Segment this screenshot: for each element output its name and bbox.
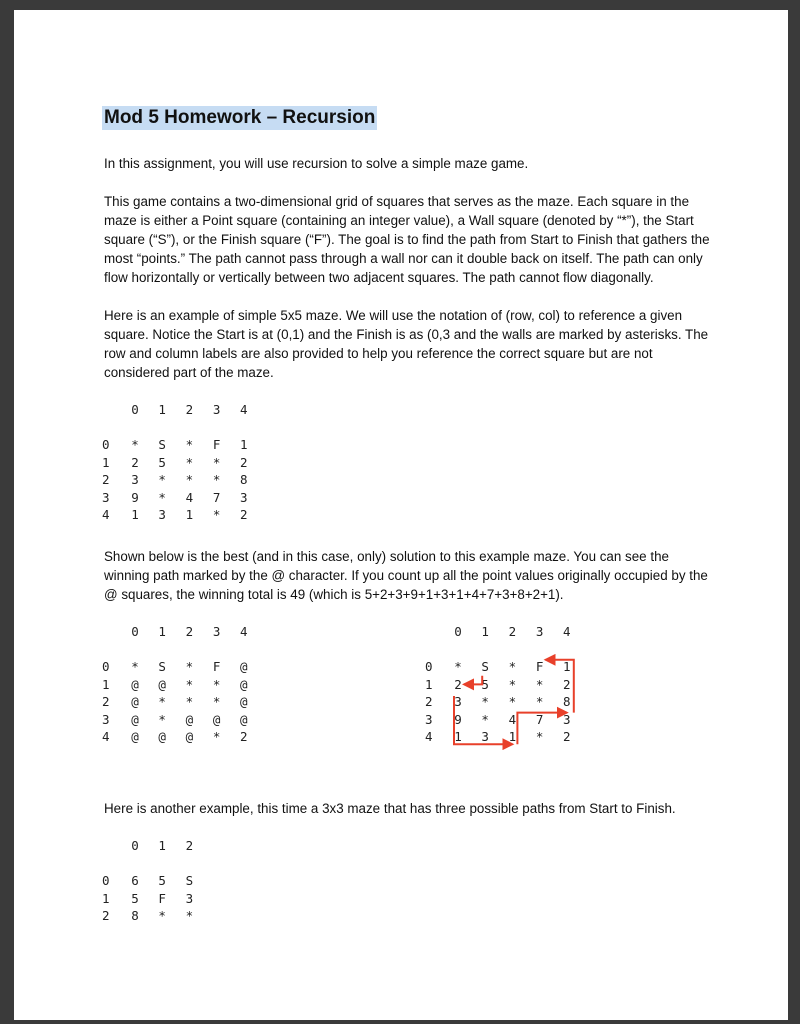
maze-cell: @ [158, 729, 166, 745]
row-label: 4 [102, 507, 110, 523]
maze-cell: 5 [158, 454, 166, 470]
maze-cell: * [508, 659, 517, 674]
maze-cell: * [185, 676, 194, 692]
row-label: 2 [102, 472, 110, 488]
solution-figures [104, 623, 714, 755]
row-label: 4 [102, 729, 110, 745]
maze-cell: 4 [185, 489, 194, 505]
maze-cell: 5 [131, 890, 139, 906]
maze-cell: @ [131, 729, 139, 745]
maze-cell: * [212, 676, 221, 692]
maze-cell: * [131, 437, 139, 452]
maze-cell: * [212, 694, 221, 710]
maze-cell: 4 [508, 711, 517, 727]
maze-cell: 1 [131, 507, 139, 523]
column-label: 1 [158, 402, 166, 417]
maze-cell: 1 [240, 437, 248, 452]
maze-cell: * [212, 472, 221, 488]
maze-cell: * [212, 454, 221, 470]
maze-cell: * [212, 729, 221, 745]
maze-cell: 9 [454, 711, 462, 727]
maze-cell: S [185, 873, 194, 888]
maze-cell: 8 [240, 472, 248, 488]
column-label: 1 [481, 624, 489, 639]
maze-cell: @ [185, 711, 194, 727]
row-label: 3 [102, 711, 110, 727]
maze-cell: 3 [240, 489, 248, 505]
maze-cell: S [158, 437, 166, 452]
maze-cell: * [158, 489, 166, 505]
maze-cell: * [158, 908, 166, 924]
maze-5x5 [104, 401, 714, 533]
maze-cell: * [212, 507, 221, 523]
maze-cell: 6 [131, 873, 139, 888]
maze-cell: 1 [563, 659, 571, 674]
column-label: 0 [131, 838, 139, 853]
maze-cell: 1 [454, 729, 462, 745]
column-label: 4 [240, 402, 248, 417]
maze-cell: 8 [131, 908, 139, 924]
row-label: 2 [102, 908, 110, 924]
annotated-solution-maze [427, 623, 687, 755]
maze-cell: * [185, 437, 194, 452]
example-intro-paragraph: Here is an example of simple 5x5 maze. We will use the notation of (row, col) to reference a given square. Notice the Start is at (0,1) and the Finish is as (0,3 and the walls are marked by asterisks. The row and column labels are also provided to help you reference the correct square but are not considered part of the maze. [104, 308, 709, 380]
maze-cell: 3 [185, 890, 194, 906]
maze-cell: 2 [240, 729, 248, 745]
maze-cell: F [212, 659, 221, 674]
solution-maze [104, 623, 364, 755]
maze-cell: 3 [158, 507, 166, 523]
column-label: 3 [212, 624, 221, 639]
solution-path-arrows [427, 623, 687, 755]
maze-cell: 2 [563, 729, 571, 745]
maze-cell: @ [158, 676, 166, 692]
column-label: 2 [185, 624, 194, 639]
maze-cell: 1 [508, 729, 517, 745]
column-label: 2 [185, 402, 194, 417]
maze-cell: @ [131, 676, 139, 692]
column-label: 0 [131, 402, 139, 417]
maze-cell: 8 [563, 694, 571, 710]
maze-cell: @ [212, 711, 221, 727]
maze-cell: * [185, 908, 194, 924]
maze-cell: @ [240, 694, 248, 710]
column-label: 4 [240, 624, 248, 639]
maze-cell: * [535, 729, 544, 745]
row-label: 3 [425, 711, 433, 727]
maze-cell: 2 [454, 676, 462, 692]
document-page [14, 10, 788, 1020]
row-label: 0 [102, 659, 110, 674]
row-label: 1 [102, 890, 110, 906]
maze-cell: * [481, 711, 489, 727]
row-label: 0 [102, 437, 110, 452]
maze-cell: @ [240, 711, 248, 727]
maze-cell: * [508, 694, 517, 710]
maze-cell: 7 [212, 489, 221, 505]
maze-cell: * [185, 659, 194, 674]
maze-cell: 2 [563, 676, 571, 692]
maze-cell: * [158, 472, 166, 488]
row-label: 1 [102, 454, 110, 470]
maze-cell: 3 [481, 729, 489, 745]
maze-cell: * [131, 659, 139, 674]
maze-cell: 3 [454, 694, 462, 710]
row-label: 2 [102, 694, 110, 710]
maze-3x3 [104, 837, 714, 933]
maze-cell: F [212, 437, 221, 452]
maze-cell: 9 [131, 489, 139, 505]
maze-cell: 3 [563, 711, 571, 727]
column-label: 2 [185, 838, 194, 853]
path-arrow-finish [546, 660, 574, 713]
maze-cell: * [535, 676, 544, 692]
maze-cell: F [158, 890, 166, 906]
maze-cell: 2 [240, 507, 248, 523]
solution-intro-paragraph: Shown below is the best (and in this case, only) solution to this example maze. You can see the winning path marked by the @ character. If you count up all the point values originally occupied by the @ squares, the winning total is 49 (which is 5+2+3+9+1+3+1+4+7+3+8+2+1). [104, 549, 708, 602]
maze-cell: 1 [185, 507, 194, 523]
maze-cell: * [185, 694, 194, 710]
maze-cell: * [158, 711, 166, 727]
path-arrow-bottom [454, 696, 512, 744]
maze-cell: * [535, 694, 544, 710]
description-paragraph: This game contains a two-dimensional grid of squares that serves as the maze. Each square in the maze is either a Point square (containing an integer value), a Wall square (denoted by “*”), the Start square (“S”), or the Finish square (“F”). The goal is to find the path from Start to Finish that gathers the most “points.” The path cannot pass through a wall nor can it double back on itself. The path can only flow horizontally or vertically between two adjacent squares. The path cannot flow diagonally. [104, 194, 710, 285]
column-label: 4 [563, 624, 571, 639]
maze-cell: 5 [158, 873, 166, 888]
column-label: 0 [454, 624, 462, 639]
column-label: 3 [212, 402, 221, 417]
maze-cell: * [508, 676, 517, 692]
row-label: 1 [102, 676, 110, 692]
column-label: 1 [158, 624, 166, 639]
maze-cell: 2 [240, 454, 248, 470]
maze-cell: * [185, 454, 194, 470]
row-label: 0 [102, 873, 110, 888]
row-label: 0 [425, 659, 433, 674]
maze-cell: S [481, 659, 489, 674]
document-body [104, 106, 714, 933]
maze-cell: F [535, 659, 544, 674]
maze-cell: * [454, 659, 462, 674]
path-arrow-start [464, 676, 482, 685]
maze-cell: 7 [535, 711, 544, 727]
row-label: 2 [425, 694, 433, 710]
maze-cell: * [481, 694, 489, 710]
column-label: 1 [158, 838, 166, 853]
maze-cell: S [158, 659, 166, 674]
row-label: 3 [102, 489, 110, 505]
maze-cell: @ [131, 694, 139, 710]
row-label: 4 [425, 729, 433, 745]
maze-cell: 2 [131, 454, 139, 470]
intro-paragraph: In this assignment, you will use recursion to solve a simple maze game. [104, 156, 529, 171]
maze-cell: @ [185, 729, 194, 745]
maze-cell: @ [131, 711, 139, 727]
maze-cell: 5 [481, 676, 489, 692]
page-title: Mod 5 Homework – Recursion [104, 107, 376, 128]
maze-cell: * [158, 694, 166, 710]
column-label: 0 [131, 624, 139, 639]
row-label: 1 [425, 676, 433, 692]
maze-cell: @ [240, 676, 248, 692]
another-example-paragraph: Here is another example, this time a 3x3 maze that has three possible paths from Start to Finish. [104, 801, 676, 816]
maze-cell: 3 [131, 472, 139, 488]
column-label: 3 [535, 624, 544, 639]
maze-cell: * [185, 472, 194, 488]
column-label: 2 [508, 624, 517, 639]
maze-cell: @ [240, 659, 248, 674]
path-arrow-middle [517, 713, 566, 745]
